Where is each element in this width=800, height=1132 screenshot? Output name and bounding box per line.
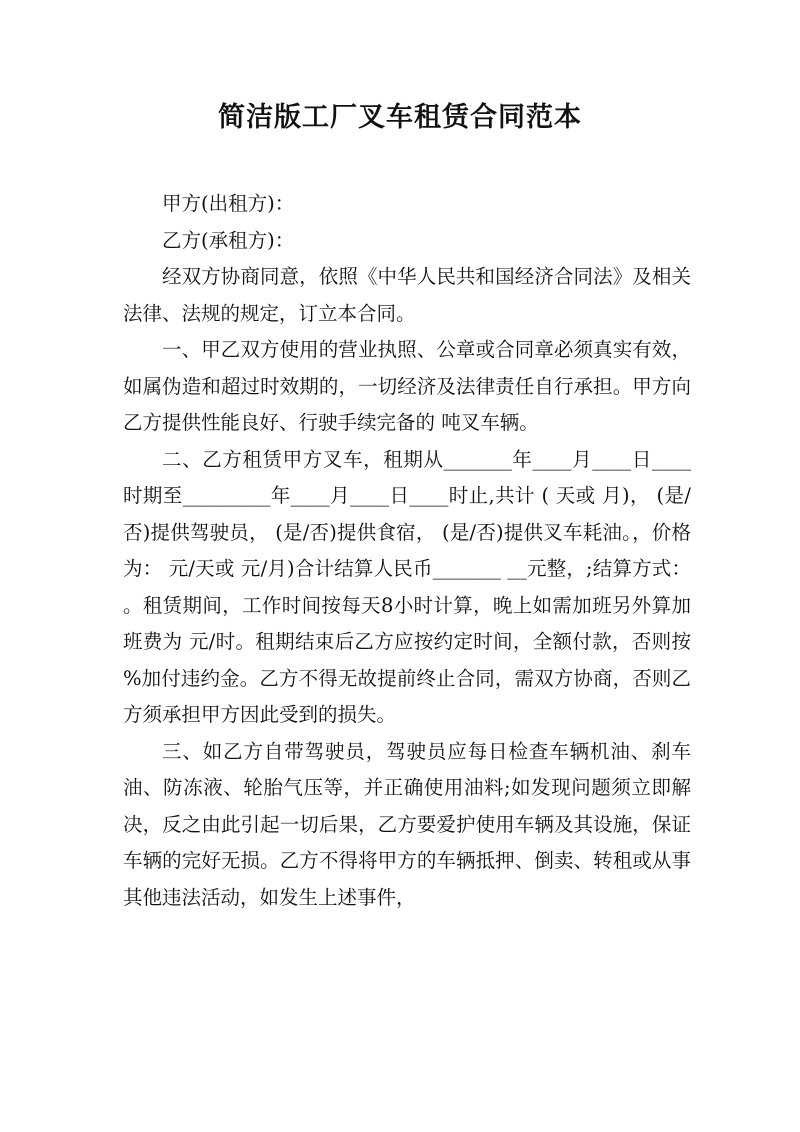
party-a-line: 甲方(出租方)： xyxy=(162,192,295,215)
clause-3-paragraph: 三、如乙方自带驾驶员，驾驶员应每日检查车辆机油、刹车油、防冻液、轮胎气压等，并正确使用油料;如发现问题须立即解决，反之由此引起一切后果，乙方要爱护使用车辆及其设施，保证车辆的完好无损。乙方不得将甲方的车辆抵押、倒卖、转租或从事其他违法活动，如发生上述事件， xyxy=(123,739,691,909)
document-title: 简洁版工厂叉车租赁合同范本 xyxy=(218,102,582,133)
clause-1-paragraph: 一、甲乙双方使用的营业执照、公章或合同章必须真实有效，如属伪造和超过时效期的，一切经济及法律责任自行承担。甲方向乙方提供性能良好、行驶手续完备的 吨叉车辆。 xyxy=(123,338,691,434)
party-b-line: 乙方(承租方)： xyxy=(162,228,295,252)
preamble-paragraph: 经双方协商同意，依照《中华人民共和国经济合同法》及相关法律、法规的规定，订立本合同。 xyxy=(123,265,691,325)
document-body xyxy=(123,186,691,916)
clause-2-paragraph: 二、乙方租赁甲方叉车，租期从_______年____月____日____时期至_________年____月____日____时止,共计 ( 天或 月)， (是/否)提供驾驶员， (是/否)提供食宿， (是/否)提供叉车耗油。，价格为： 元/天或 元/月)合计结算人民币_______ __元整，;结算方式： 。租赁期间，工作时间按每天8小时计算，晚上如需加班另外算加班费为 元/时。租期结束后乙方应按约定时间，全额付款，否则按 %加付违约金。乙方不得无故提前终止合同，需双方协商，否则乙方须承担甲方因此受到的损失。 xyxy=(123,447,691,726)
